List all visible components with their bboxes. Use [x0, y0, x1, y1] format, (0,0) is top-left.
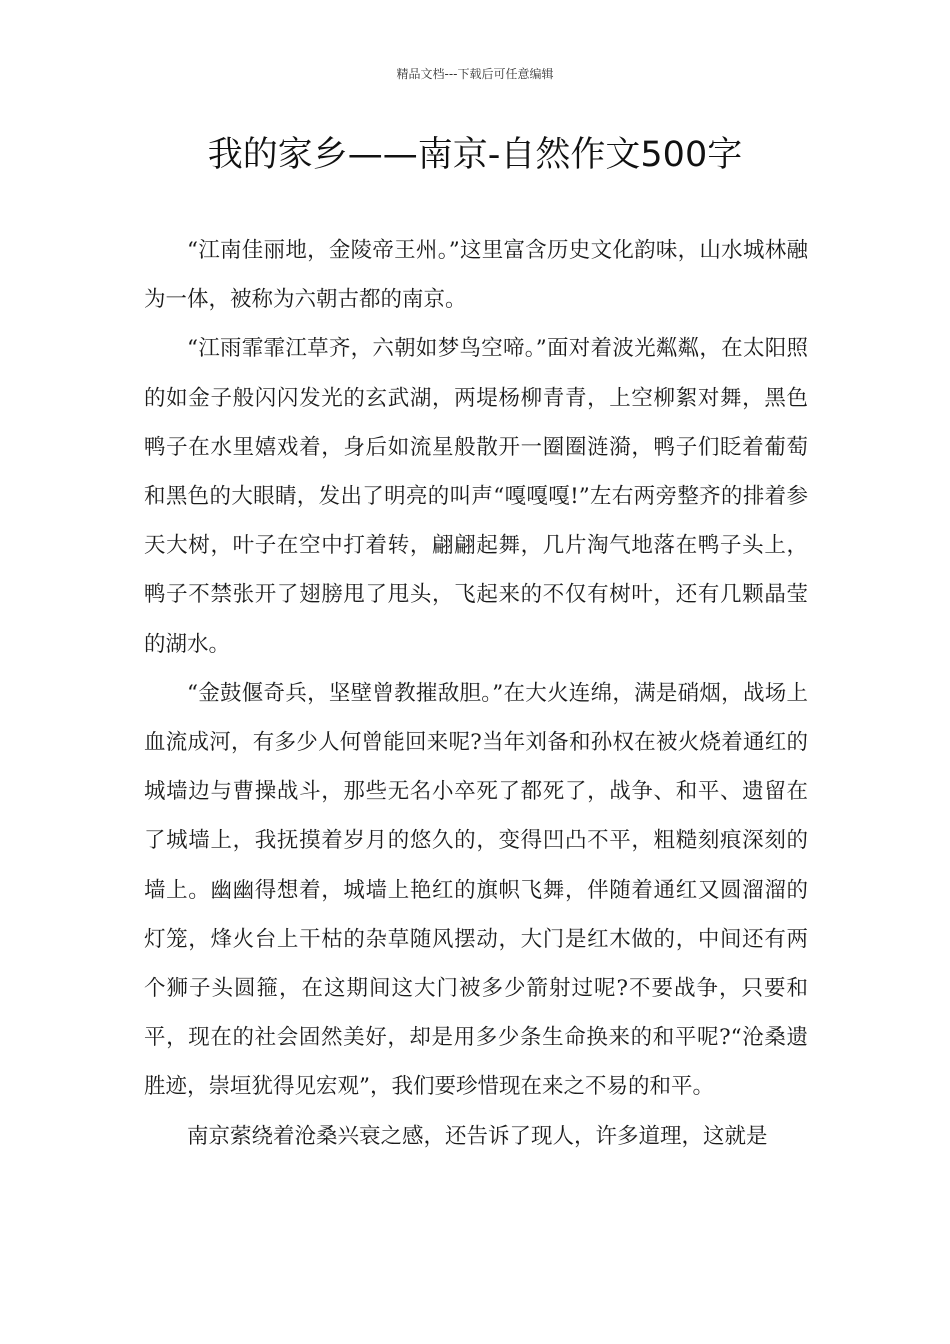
header-note: 精品文档---下载后可任意编辑 [396, 67, 554, 81]
paragraph: 南京萦绕着沧桑兴衰之感，还告诉了现人，许多道理，这就是 [187, 1123, 768, 1149]
document-body [144, 226, 808, 1161]
paragraph: “金鼓偃奇兵，坚壁曾教摧敌胆。”在大火连绵，满是硝烟，战场上血流成河，有多少人何曾能回来呢?当年刘备和孙权在被火烧着通红的城墙边与曹操战斗，那些无名小卒死了都死了，战争、和平、遗留在了城墙上，我抚摸着岁月的悠久的，变得凹凸不平，粗糙刻痕深刻的墙上。幽幽得想着，城墙上艳红的旗帜飞舞，伴随着通红又圆溜溜的灯笼，烽火台上干枯的杂草随风摆动，大门是红木做的，中间还有两个狮子头圆箍，在这期间这大门被多少箭射过呢?不要战争，只要和平，现在的社会固然美好，却是用多少条生命换来的和平呢?“沧桑遗胜迹，崇垣犹得见宏观”，我们要珍惜现在来之不易的和平。 [144, 680, 808, 1100]
paragraph: “江南佳丽地，金陵帝王州。”这里富含历史文化韵味，山水城林融为一体，被称为六朝古都的南京。 [144, 238, 808, 313]
document-title: 我的家乡——南京-自然作文500字 [207, 135, 743, 175]
paragraph: “江雨霏霏江草齐，六朝如梦鸟空啼。”面对着波光粼粼，在太阳照的如金子般闪闪发光的玄武湖，两堤杨柳青青，上空柳絮对舞，黑色鸭子在水里嬉戏着，身后如流星般散开一圈圈涟漪，鸭子们眨着葡萄和黑色的大眼睛，发出了明亮的叫声“嘎嘎嘎!”左右两旁整齐的排着参天大树，叶子在空中打着转，翩翩起舞，几片淘气地落在鸭子头上，鸭子不禁张开了翅膀甩了甩头，飞起来的不仅有树叶，还有几颗晶莹的湖水。 [144, 336, 808, 657]
